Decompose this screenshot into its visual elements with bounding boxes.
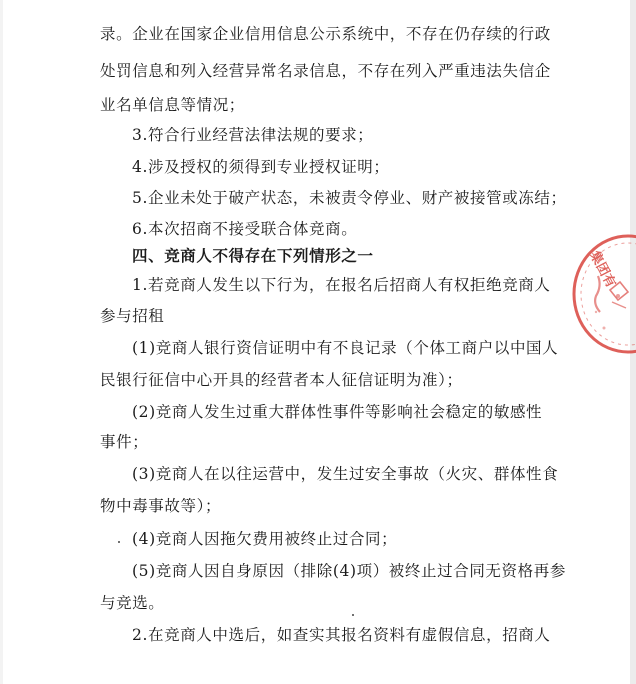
list-item: 6.本次招商不接受联合体竞商。 <box>132 220 358 238</box>
text-line: 参与招租 <box>100 307 165 325</box>
list-item: 4.涉及授权的须得到专业授权证明； <box>132 158 390 176</box>
scan-speck <box>118 541 120 543</box>
text-line: 录。企业在国家企业信用信息公示系统中，不存在仍存续的行政 <box>100 25 551 43</box>
list-item: 1.若竞商人发生以下行为，在报名后招商人有权拒绝竞商人 <box>132 276 551 294</box>
text-line: 与竞选。 <box>100 594 165 612</box>
stamp-text: 集团有 <box>586 248 619 291</box>
list-item: 3.符合行业经营法律法规的要求； <box>132 126 374 144</box>
text-line: 业名单信息等情况； <box>100 96 245 114</box>
seal-stamp <box>566 232 636 360</box>
text-line: 物中毒事故等）； <box>100 497 222 515</box>
scan-speck <box>352 614 354 616</box>
list-item: 5.企业未处于破产状态，未被责令停业、财产被接管或冻结； <box>132 189 567 207</box>
section-heading: 四、竞商人不得存在下列情形之一 <box>132 247 374 265</box>
list-item: 2.在竞商人中选后，如查实其报名资料有虚假信息，招商人 <box>132 626 551 644</box>
list-item: (1)竞商人银行资信证明中有不良记录（个体工商户以中国人 <box>132 339 559 357</box>
text-line: 处罚信息和列入经营异常名录信息，不存在列入严重违法失信企 <box>100 62 551 80</box>
list-item: (5)竞商人因自身原因（排除(4)项）被终止过合同无资格再参 <box>132 562 566 580</box>
list-item: (3)竞商人在以往运营中，发生过安全事故（火灾、群体性食 <box>132 465 559 483</box>
text-line: 民银行征信中心开具的经营者本人征信证明为准）； <box>100 371 463 389</box>
text-line: 事件； <box>100 433 149 451</box>
list-item: (4)竞商人因拖欠费用被终止过合同； <box>132 530 398 548</box>
list-item: (2)竞商人发生过重大群体性事件等影响社会稳定的敏感性 <box>132 403 543 421</box>
